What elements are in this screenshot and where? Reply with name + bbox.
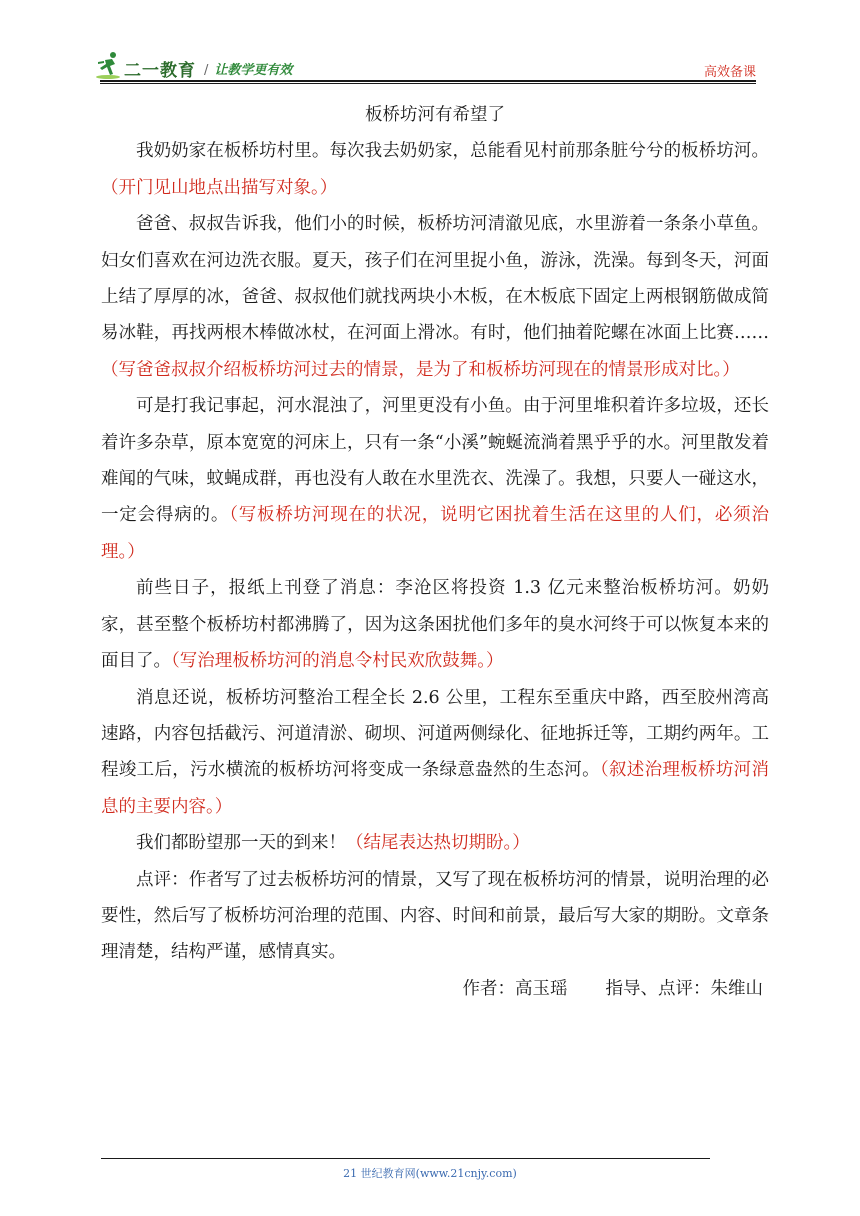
commentary-text: 点评：作者写了过去板桥坊河的情景，又写了现在板桥坊河的情景，说明治理的必要性，然后写了板桥坊河治理的范围、内容、时间和前景，最后写大家的期盼。文章条理清楚，结构严谨，感情真实。 (101, 869, 769, 963)
paragraph-text: 爸爸、叔叔告诉我，他们小的时候，板桥坊河清澈见底，水里游着一条条小草鱼。妇女们喜欢在河边洗衣服。夏天，孩子们在河里捉小鱼，游泳，洗澡。每到冬天，河面上结了厚厚的冰，爸爸、叔叔他们就找两块小木板，在木板底下固定上两根钢筋做成简易冰鞋，再找两根木棒做冰杖，在河面上滑冰。有时，他们抽着陀螺在冰面上比赛…… (101, 214, 769, 344)
footer-rule (101, 1158, 710, 1159)
brand-name: 二一教育 (124, 60, 196, 81)
reviewer: 指导、点评：朱维山 (605, 978, 763, 999)
header-rule (100, 80, 756, 82)
logo (96, 50, 292, 80)
paragraph-2 (101, 206, 769, 388)
paragraph-text: 我奶奶家在板桥坊村里。每次我去奶奶家，总能看见村前那条脏兮兮的板桥坊河。 (136, 141, 769, 162)
header-rule-thin (100, 83, 756, 84)
slogan-separator: / (204, 63, 209, 78)
paragraph-3 (101, 388, 769, 570)
runner-logo-icon (96, 50, 122, 80)
annotation: （开门见山地点出描写对象。） (101, 177, 338, 198)
paragraph-5 (101, 680, 769, 826)
page-header (96, 50, 756, 82)
annotation: （结尾表达热切期盼。） (346, 833, 530, 854)
slogan-text: 让教学更有效 (214, 63, 293, 78)
article-title: 板桥坊河有希望了 (365, 105, 505, 125)
annotation: （写爸爸叔叔介绍板桥坊河过去的情景，是为了和板桥坊河现在的情景形成对比。） (101, 359, 740, 380)
paragraph-1 (101, 133, 769, 206)
annotation: （写治理板桥坊河的消息令村民欢欣鼓舞。） (171, 651, 504, 672)
paragraph-text: 可是打我记事起，河水混浊了，河里更没有小鱼。由于河里堆积着许多垃圾，还长着许多杂草，原本宽宽的河床上，只有一条“小溪”蜿蜒流淌着黑乎乎的水。河里散发着难闻的气味，蚊蝇成群，再也没有人敢在水里洗衣、洗澡了。我想，只要人一碰这水，一定会得病的。 (101, 396, 769, 526)
author: 作者：高玉瑶 (462, 978, 568, 999)
paragraph-6 (101, 825, 769, 861)
byline (101, 971, 769, 1007)
header-right-label: 高效备课 (703, 65, 756, 80)
paragraph-text: 消息还说，板桥坊河整治工程全长 2.6 公里，工程东至重庆中路，西至胶州湾高速路，内容包括截污、河道清淤、砌坝、河道两侧绿化、征地拆迁等，工期约两年。工程竣工后，污水横流的板桥坊河将变成一条绿意盎然的生态河。 (101, 687, 769, 781)
article (101, 97, 769, 1007)
paragraph-text: 前些日子，报纸上刊登了消息：李沧区将投资 1.3 亿元来整治板桥坊河。奶奶家，甚至整个板桥坊村都沸腾了，因为这条困扰他们多年的臭水河终于可以恢复本来的面目了。 (101, 578, 769, 672)
slogan (204, 59, 292, 78)
commentary (101, 862, 769, 971)
annotation: （写板桥坊河现在的状况，说明它困扰着生活在这里的人们，必须治理。） (101, 505, 769, 562)
paragraph-4 (101, 570, 769, 679)
paragraph-text: 我们都盼望那一天的到来！ (136, 833, 346, 854)
annotation: （叙述治理板桥坊河消息的主要内容。） (101, 760, 769, 817)
page-footer: 21 世纪教育网(www.21cnjy.com) (343, 1167, 517, 1180)
